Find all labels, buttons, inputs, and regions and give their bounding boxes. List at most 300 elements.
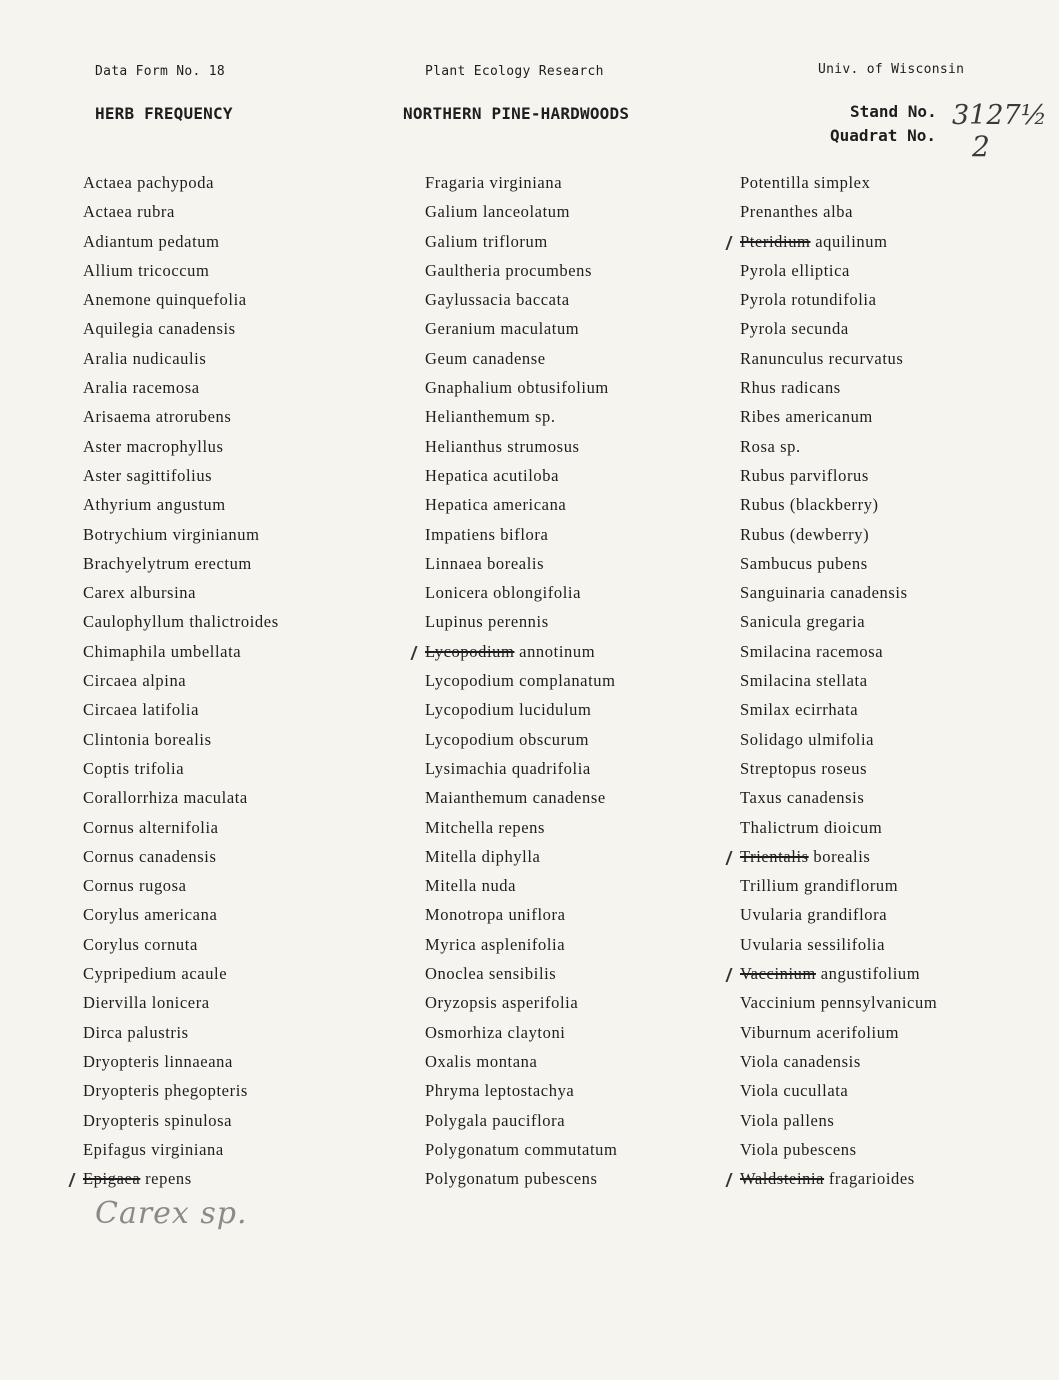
species-epithet: americanum	[785, 407, 873, 427]
species-epithet: pubens	[817, 553, 868, 573]
species-epithet: canadensis	[830, 583, 908, 603]
species-epithet: dioicum	[824, 817, 883, 837]
species-genus: Gaultheria	[425, 260, 501, 280]
species-item	[740, 1135, 937, 1164]
species-epithet: (blackberry)	[789, 495, 879, 515]
species-genus: Lycopodium	[425, 729, 515, 749]
species-epithet: trifolia	[134, 758, 185, 778]
species-item	[425, 1164, 617, 1193]
species-genus: Dryopteris	[83, 1081, 160, 1101]
species-genus: Aster	[83, 465, 122, 485]
species-epithet: sp.	[780, 436, 801, 456]
species-genus: Viburnum	[740, 1022, 812, 1042]
species-epithet: sp.	[535, 407, 556, 427]
species-genus: Galium	[425, 202, 479, 222]
species-genus: Polygala	[425, 1110, 488, 1130]
species-epithet: canadensis	[783, 1051, 861, 1071]
species-epithet: phegopteris	[164, 1081, 248, 1101]
species-genus: Lonicera	[425, 583, 489, 603]
species-genus: Actaea	[83, 173, 133, 192]
species-item	[740, 1164, 937, 1193]
species-item	[425, 520, 617, 549]
species-genus: Athyrium	[83, 495, 152, 515]
species-genus: Dryopteris	[83, 1051, 160, 1071]
species-genus: Helianthus	[425, 436, 503, 456]
species-item	[425, 285, 617, 314]
species-item	[83, 520, 279, 549]
species-item	[740, 461, 937, 490]
species-item	[83, 871, 279, 900]
species-genus: Onoclea	[425, 964, 485, 984]
species-epithet: ecirrhata	[795, 700, 859, 720]
species-genus: Aralia	[83, 348, 128, 368]
species-genus: Corallorrhiza	[83, 788, 179, 808]
species-epithet: racemosa	[816, 641, 884, 661]
species-genus: Diervilla	[83, 993, 148, 1013]
species-item	[83, 988, 279, 1017]
species-item	[425, 813, 617, 842]
species-item	[740, 344, 937, 373]
species-epithet: grandiflora	[807, 905, 888, 925]
species-item	[425, 607, 617, 636]
species-epithet: grandiflorum	[803, 876, 899, 896]
species-epithet: baccata	[516, 290, 570, 310]
species-epithet: pauciflora	[492, 1110, 566, 1130]
species-genus: Rubus	[740, 495, 786, 515]
form-number: Data Form No. 18	[95, 64, 226, 79]
species-epithet: pedatum	[158, 231, 220, 251]
species-item	[425, 666, 617, 695]
species-epithet: canadensis	[139, 846, 217, 866]
species-genus: Ranunculus	[740, 348, 824, 368]
species-epithet: elliptica	[791, 260, 850, 280]
university-name: Univ. of Wisconsin	[818, 62, 965, 77]
species-epithet: leptostachya	[484, 1081, 575, 1101]
species-epithet: macrophyllus	[126, 436, 224, 456]
species-epithet: asplenifolia	[480, 934, 566, 954]
species-item	[83, 344, 279, 373]
species-genus: Corylus	[83, 934, 140, 954]
species-item	[425, 930, 617, 959]
species-genus: Myrica	[425, 934, 477, 954]
species-epithet: angustifolium	[820, 964, 921, 984]
species-genus: Rubus	[740, 465, 786, 485]
species-epithet: tricoccum	[138, 260, 210, 280]
species-item	[425, 900, 617, 929]
species-genus: Thalictrum	[740, 817, 820, 837]
species-genus: Smilacina	[740, 641, 812, 661]
species-genus: Hepatica	[425, 495, 489, 515]
species-genus: Polygonatum	[425, 1169, 520, 1189]
species-item	[83, 959, 279, 988]
species-epithet: biflora	[500, 524, 549, 544]
community-title: NORTHERN PINE-HARDWOODS	[403, 104, 630, 123]
species-epithet: pennsylvanicum	[820, 993, 938, 1013]
species-item	[425, 549, 617, 578]
species-column-1	[83, 168, 279, 1193]
species-item	[740, 197, 937, 226]
species-genus: Lysimachia	[425, 758, 508, 778]
species-genus: Adiantum	[83, 231, 154, 251]
species-item	[740, 227, 937, 256]
species-epithet: atrorubens	[155, 407, 232, 427]
species-item	[425, 842, 617, 871]
species-genus: Corylus	[83, 905, 140, 925]
species-epithet: alpina	[142, 671, 187, 691]
species-epithet: virginianum	[172, 524, 260, 544]
species-epithet: pachypoda	[137, 173, 215, 192]
species-item	[83, 637, 279, 666]
species-epithet: erectum	[194, 553, 252, 573]
species-item	[740, 754, 937, 783]
species-genus: Cypripedium	[83, 964, 177, 984]
species-item	[425, 490, 617, 519]
species-item	[83, 930, 279, 959]
species-genus: Sanguinaria	[740, 583, 826, 603]
species-genus: Lycopodium	[425, 700, 515, 720]
species-epithet: borealis	[154, 729, 212, 749]
species-genus: Trillium	[740, 876, 800, 896]
stand-label: Stand No.	[850, 102, 937, 121]
species-genus: Arisaema	[83, 407, 152, 427]
species-item	[740, 549, 937, 578]
species-genus: Vaccinium	[740, 964, 816, 984]
species-epithet: claytoni	[507, 1022, 566, 1042]
species-genus: Galium	[425, 231, 479, 251]
species-epithet: quinquefolia	[156, 290, 247, 310]
species-epithet: virginiana	[151, 1139, 224, 1159]
species-epithet: alba	[823, 202, 854, 222]
species-epithet: umbellata	[170, 641, 242, 661]
species-epithet: alternifolia	[139, 817, 219, 837]
species-genus: Aster	[83, 436, 122, 456]
species-item	[425, 227, 617, 256]
species-item	[425, 168, 617, 197]
species-item	[740, 637, 937, 666]
species-epithet: pubescens	[783, 1139, 857, 1159]
species-item	[425, 695, 617, 724]
species-item	[83, 314, 279, 343]
species-item	[425, 1018, 617, 1047]
species-epithet: radicans	[781, 378, 841, 398]
species-item	[740, 520, 937, 549]
species-item	[83, 725, 279, 754]
species-epithet: pubescens	[524, 1169, 598, 1189]
species-genus: Smilacina	[740, 671, 812, 691]
species-item	[740, 695, 937, 724]
species-item	[740, 783, 937, 812]
species-epithet: diphylla	[481, 846, 541, 866]
species-item	[83, 256, 279, 285]
species-epithet: palustris	[127, 1022, 189, 1042]
species-epithet: commutatum	[524, 1139, 618, 1159]
species-epithet: asperifolia	[502, 993, 579, 1013]
species-epithet: maculata	[183, 788, 248, 808]
species-genus: Viola	[740, 1081, 779, 1101]
species-item	[740, 490, 937, 519]
species-epithet: roseus	[821, 758, 868, 778]
species-epithet: parviflorus	[789, 465, 869, 485]
species-genus: Circaea	[83, 671, 138, 691]
species-genus: Pteridium	[740, 231, 811, 251]
species-epithet: sagittifolius	[126, 465, 213, 485]
species-item	[83, 1018, 279, 1047]
species-genus: Epifagus	[83, 1139, 147, 1159]
species-epithet: montana	[476, 1051, 538, 1071]
species-genus: Dryopteris	[83, 1110, 160, 1130]
species-genus: Caulophyllum	[83, 612, 185, 632]
species-genus: Mitella	[425, 846, 477, 866]
species-epithet: complanatum	[519, 671, 616, 691]
species-genus: Oryzopsis	[425, 993, 498, 1013]
species-genus: Pyrola	[740, 319, 787, 339]
species-item	[83, 695, 279, 724]
species-epithet: lanceolatum	[482, 202, 571, 222]
species-genus: Smilax	[740, 700, 791, 720]
species-genus: Rubus	[740, 524, 786, 544]
species-epithet: acerifolium	[816, 1022, 900, 1042]
species-genus: Linnaea	[425, 553, 483, 573]
species-item	[740, 168, 937, 197]
species-item	[83, 168, 279, 197]
species-epithet: uniflora	[508, 905, 566, 925]
species-epithet: procumbens	[505, 260, 593, 280]
species-epithet: oblongifolia	[493, 583, 582, 603]
species-item	[740, 373, 937, 402]
species-epithet: angustum	[156, 495, 226, 515]
species-genus: Osmorhiza	[425, 1022, 503, 1042]
species-genus: Mitchella	[425, 817, 494, 837]
species-epithet: racemosa	[132, 378, 200, 398]
species-item	[83, 783, 279, 812]
species-genus: Solidago	[740, 729, 804, 749]
species-item	[425, 988, 617, 1017]
species-epithet: latifolia	[142, 700, 200, 720]
species-epithet: pallens	[783, 1110, 835, 1130]
species-epithet: cucullata	[783, 1081, 849, 1101]
species-item	[740, 959, 937, 988]
species-epithet: acutiloba	[493, 465, 560, 485]
species-item	[740, 988, 937, 1017]
species-item	[740, 900, 937, 929]
species-genus: Uvularia	[740, 934, 803, 954]
species-item	[740, 842, 937, 871]
species-genus: Botrychium	[83, 524, 168, 544]
species-genus: Streptopus	[740, 758, 817, 778]
species-epithet: canadensis	[786, 788, 865, 808]
species-item	[740, 285, 937, 314]
species-item	[425, 461, 617, 490]
species-epithet: lonicera	[151, 993, 210, 1013]
species-genus: Allium	[83, 260, 134, 280]
species-item	[425, 373, 617, 402]
quadrat-label: Quadrat No.	[830, 126, 936, 145]
species-item	[740, 1106, 937, 1135]
species-item	[740, 1076, 937, 1105]
species-item	[425, 725, 617, 754]
species-epithet: canadense	[532, 788, 606, 808]
species-genus: Sanicula	[740, 612, 802, 632]
species-item	[83, 1047, 279, 1076]
species-genus: Taxus	[740, 788, 783, 808]
species-item	[83, 607, 279, 636]
species-genus: Prenanthes	[740, 202, 819, 222]
species-genus: Geranium	[425, 319, 496, 339]
species-epithet: borealis	[487, 553, 545, 573]
species-item	[425, 578, 617, 607]
species-epithet: americana	[493, 495, 567, 515]
species-item	[83, 666, 279, 695]
species-genus: Potentilla	[740, 173, 810, 192]
species-item	[425, 1106, 617, 1135]
species-item	[740, 813, 937, 842]
species-epithet: repens	[145, 1169, 192, 1189]
species-item	[740, 930, 937, 959]
species-epithet: virginiana	[489, 173, 563, 192]
species-epithet: ulmifolia	[808, 729, 875, 749]
species-item	[83, 900, 279, 929]
species-genus: Lycopodium	[425, 641, 515, 661]
species-item	[83, 1076, 279, 1105]
species-epithet: rotundifolia	[791, 290, 877, 310]
species-item	[83, 1135, 279, 1164]
species-genus: Maianthemum	[425, 788, 528, 808]
species-genus: Oxalis	[425, 1051, 472, 1071]
species-epithet: aquilinum	[815, 231, 888, 251]
species-epithet: perennis	[488, 612, 549, 632]
species-item	[740, 871, 937, 900]
species-item	[425, 314, 617, 343]
species-item	[425, 959, 617, 988]
species-epithet: thalictroides	[189, 612, 279, 632]
species-item	[425, 783, 617, 812]
species-item	[83, 197, 279, 226]
species-epithet: rubra	[137, 202, 175, 222]
stand-quadrat-block	[830, 100, 937, 148]
species-item	[83, 490, 279, 519]
species-item	[425, 197, 617, 226]
species-epithet: cornuta	[144, 934, 198, 954]
species-genus: Aralia	[83, 378, 128, 398]
species-epithet: nuda	[481, 876, 517, 896]
species-genus: Pyrola	[740, 260, 787, 280]
species-genus: Sambucus	[740, 553, 813, 573]
species-epithet: maculatum	[500, 319, 580, 339]
species-genus: Helianthemum	[425, 407, 531, 427]
species-genus: Clintonia	[83, 729, 150, 749]
species-genus: Vaccinium	[740, 993, 816, 1013]
stand-number-value: 3127½	[952, 100, 1047, 131]
species-epithet: fragarioides	[828, 1169, 915, 1189]
species-genus: Anemone	[83, 290, 152, 310]
species-epithet: spinulosa	[164, 1110, 233, 1130]
species-genus: Lupinus	[425, 612, 484, 632]
species-epithet: simplex	[813, 173, 871, 192]
species-epithet: recurvatus	[828, 348, 904, 368]
species-genus: Pyrola	[740, 290, 787, 310]
species-genus: Impatiens	[425, 524, 496, 544]
species-genus: Geum	[425, 348, 468, 368]
species-genus: Phryma	[425, 1081, 480, 1101]
species-item	[740, 1018, 937, 1047]
species-genus: Mitella	[425, 876, 477, 896]
species-epithet: quadrifolia	[511, 758, 591, 778]
species-genus: Epigaea	[83, 1169, 141, 1189]
species-genus: Cornus	[83, 846, 135, 866]
species-genus: Ribes	[740, 407, 781, 427]
species-genus: Actaea	[83, 202, 133, 222]
species-epithet: strumosus	[507, 436, 580, 456]
species-genus: Polygonatum	[425, 1139, 520, 1159]
species-epithet: annotinum	[519, 641, 596, 661]
species-item	[83, 1106, 279, 1135]
species-epithet: albursina	[130, 583, 197, 603]
species-genus: Cornus	[83, 817, 135, 837]
species-genus: Lycopodium	[425, 671, 515, 691]
species-item	[425, 344, 617, 373]
species-item	[83, 1164, 279, 1193]
quadrat-number-value: 2	[972, 130, 990, 163]
species-genus: Dirca	[83, 1022, 123, 1042]
species-item	[740, 607, 937, 636]
species-genus: Brachyelytrum	[83, 553, 190, 573]
species-epithet: stellata	[816, 671, 868, 691]
species-genus: Viola	[740, 1110, 779, 1130]
handwritten-note: Carex sp.	[95, 1196, 248, 1231]
species-item	[425, 1135, 617, 1164]
species-epithet: americana	[144, 905, 218, 925]
species-genus: Fragaria	[425, 173, 485, 192]
species-epithet: canadense	[472, 348, 546, 368]
species-epithet: (dewberry)	[789, 524, 870, 544]
species-item	[740, 666, 937, 695]
form-title: HERB FREQUENCY	[95, 104, 233, 123]
species-genus: Chimaphila	[83, 641, 166, 661]
species-item	[425, 1076, 617, 1105]
species-epithet: sensibilis	[488, 964, 557, 984]
species-genus: Gaylussacia	[425, 290, 512, 310]
species-item	[425, 871, 617, 900]
species-genus: Viola	[740, 1139, 779, 1159]
species-genus: Rosa	[740, 436, 776, 456]
species-item	[83, 432, 279, 461]
species-item	[425, 1047, 617, 1076]
species-column-2	[425, 168, 617, 1193]
species-genus: Coptis	[83, 758, 130, 778]
species-genus: Gnaphalium	[425, 378, 513, 398]
species-genus: Carex	[83, 583, 126, 603]
species-genus: Uvularia	[740, 905, 803, 925]
species-epithet: acaule	[181, 964, 228, 984]
species-item	[740, 578, 937, 607]
species-item	[83, 842, 279, 871]
species-genus: Trientalis	[740, 846, 809, 866]
species-item	[740, 314, 937, 343]
species-epithet: triflorum	[482, 231, 548, 251]
species-item	[740, 256, 937, 285]
species-epithet: rugosa	[139, 876, 187, 896]
species-item	[740, 432, 937, 461]
species-item	[83, 754, 279, 783]
species-item	[740, 725, 937, 754]
species-item	[83, 285, 279, 314]
species-item	[83, 578, 279, 607]
species-genus: Cornus	[83, 876, 135, 896]
species-item	[83, 227, 279, 256]
lab-name: Plant Ecology Research	[425, 64, 604, 79]
species-epithet: secunda	[791, 319, 849, 339]
species-epithet: lucidulum	[519, 700, 592, 720]
